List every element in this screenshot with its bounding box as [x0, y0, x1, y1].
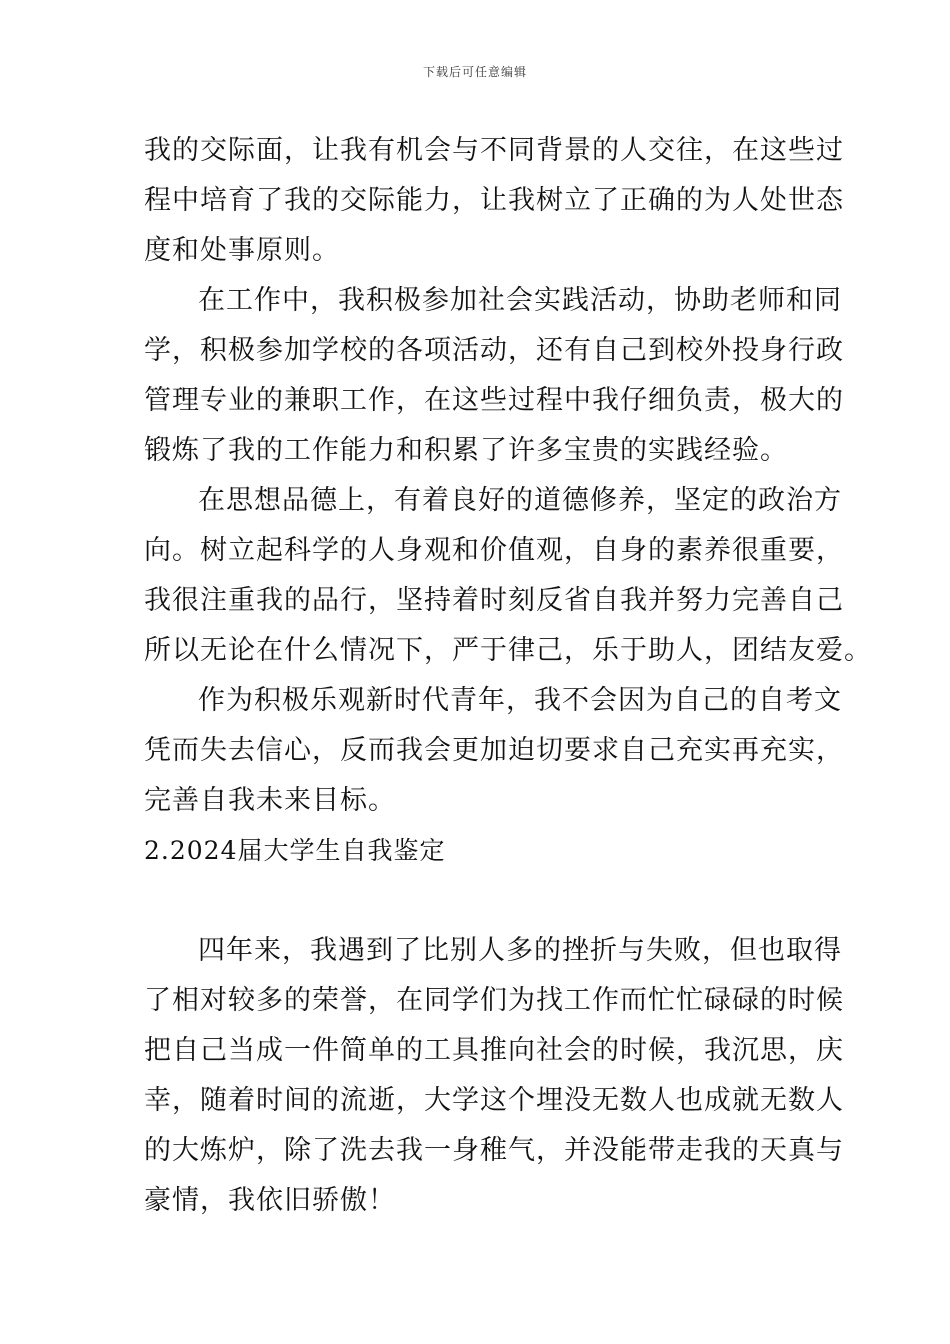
- text-line: 锻炼了我的工作能力和积累了许多宝贵的实践经验。: [144, 435, 788, 466]
- text-line: 管理专业的兼职工作，在这些过程中我仔细负责，极大的: [144, 385, 844, 416]
- text-line: 所以无论在什么情况下，严于律己，乐于助人，团结友爱。: [144, 635, 872, 666]
- paragraph: [144, 926, 844, 1226]
- text-line: 学，积极参加学校的各项活动，还有自己到校外投身行政: [144, 335, 844, 366]
- text-line: 把自己当成一件简单的工具推向社会的时候，我沉思，庆: [144, 1035, 844, 1066]
- text-line: 了相对较多的荣誉，在同学们为找工作而忙忙碌碌的时候: [144, 985, 844, 1016]
- text-line: 作为积极乐观新时代青年，我不会因为自己的自考文: [198, 685, 842, 716]
- document-body: [144, 126, 872, 1226]
- paragraph: [144, 126, 844, 276]
- text-line: 我很注重我的品行，坚持着时刻反省自我并努力完善自己: [144, 585, 844, 616]
- text-line: 在思想品德上，有着良好的道德修养，坚定的政治方: [198, 485, 842, 516]
- text-line: 的大炼炉，除了洗去我一身稚气，并没能带走我的天真与: [144, 1135, 844, 1166]
- text-line: 程中培育了我的交际能力，让我树立了正确的为人处世态: [144, 185, 844, 216]
- text-line: 幸，随着时间的流逝，大学这个埋没无数人也成就无数人: [144, 1085, 844, 1116]
- text-line: 度和处事原则。: [144, 235, 340, 266]
- text-line: 向。树立起科学的人身观和价值观，自身的素养很重要，: [144, 535, 844, 566]
- text-line: 完善自我未来目标。: [144, 785, 396, 816]
- section-heading: 2.2024届大学生自我鉴定: [144, 836, 446, 865]
- paragraph: [144, 676, 844, 826]
- blank-line: [144, 876, 806, 926]
- paragraph: [144, 476, 872, 676]
- text-line: 我的交际面，让我有机会与不同背景的人交往，在这些过: [144, 135, 844, 166]
- page-header: 下载后可任意编辑: [422, 65, 527, 79]
- text-line: 凭而失去信心，反而我会更加迫切要求自己充实再充实，: [144, 735, 844, 766]
- text-line: 四年来，我遇到了比别人多的挫折与失败，但也取得: [198, 935, 842, 966]
- paragraph: [144, 276, 844, 476]
- text-line: 豪情，我依旧骄傲！: [144, 1185, 396, 1216]
- text-line: 在工作中，我积极参加社会实践活动，协助老师和同: [198, 285, 842, 316]
